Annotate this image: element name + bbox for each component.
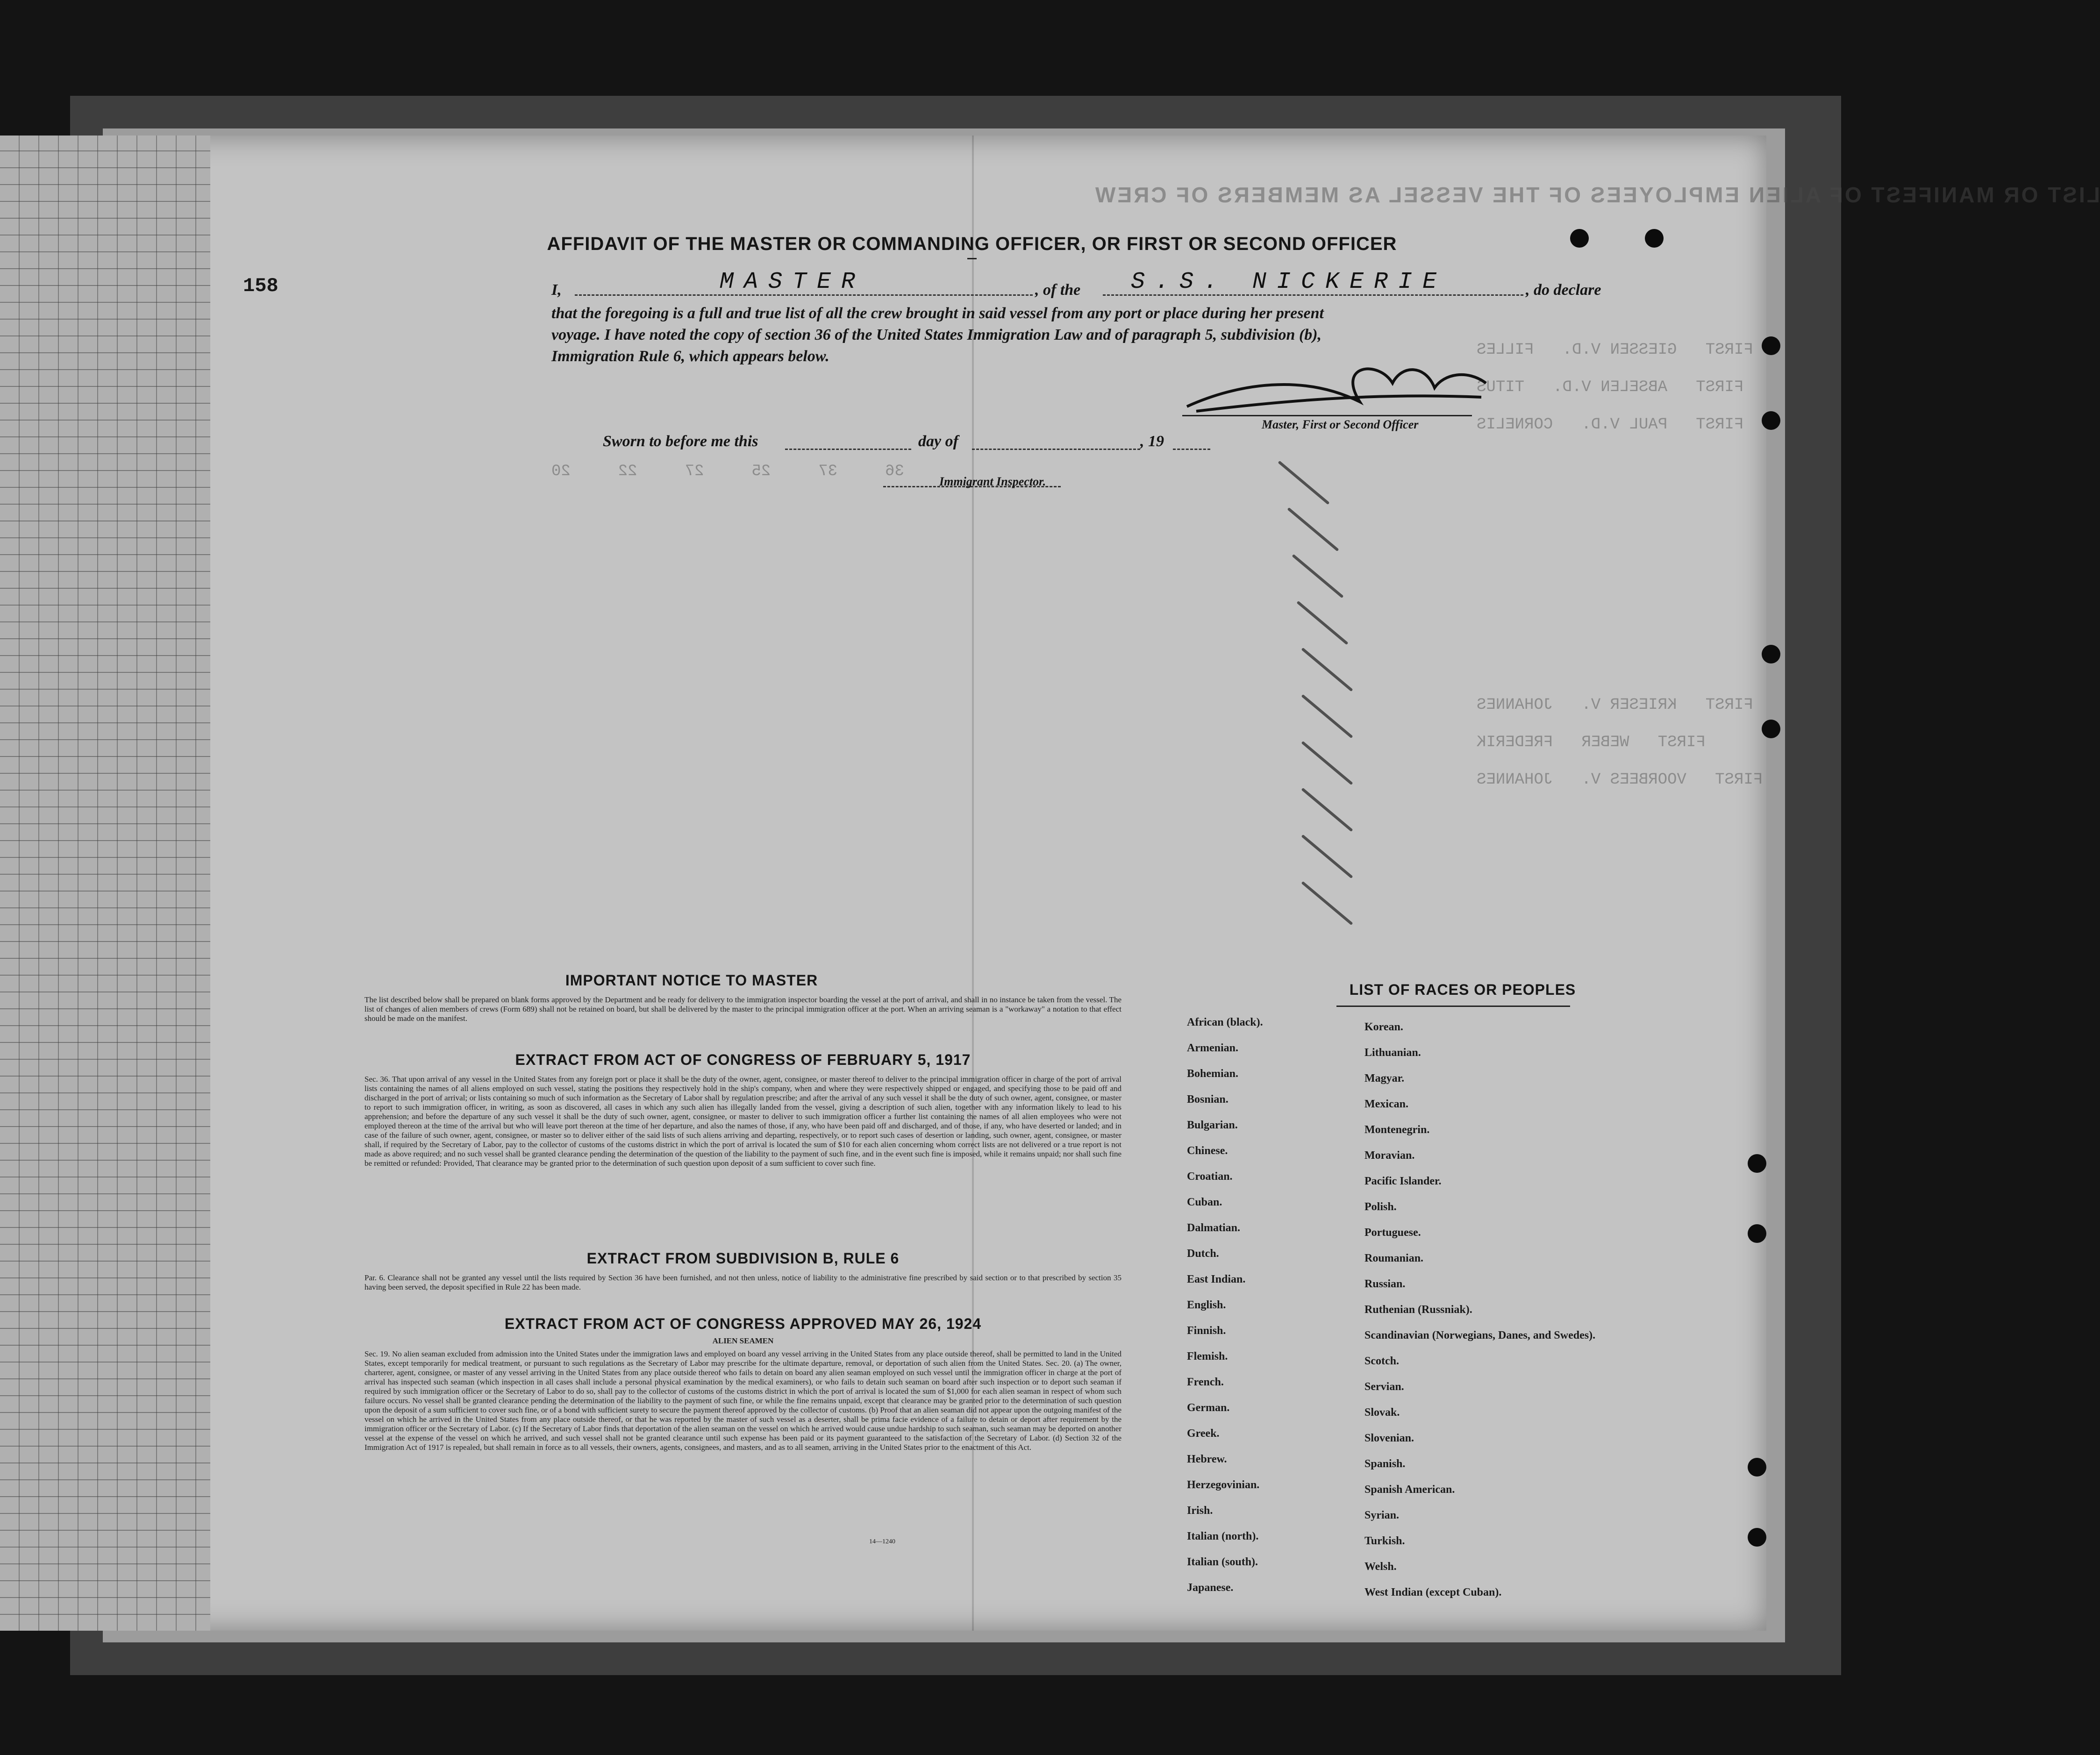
affidavit-i-label: I, bbox=[551, 281, 562, 299]
check-mark bbox=[1301, 741, 1353, 785]
master-signature bbox=[1182, 355, 1509, 421]
race-item: Croatian. bbox=[1187, 1170, 1233, 1183]
race-item: Korean. bbox=[1364, 1021, 1403, 1033]
declare-label: , do declare bbox=[1526, 281, 1601, 299]
race-item: Roumanian. bbox=[1364, 1252, 1424, 1264]
ghost-text: FIRST ABSELEN V.D. TITUS bbox=[1477, 378, 1744, 396]
race-item: Hebrew. bbox=[1187, 1453, 1227, 1465]
punch-hole bbox=[1570, 229, 1589, 248]
ghost-text: FIRST GIESSEN V.D. FILLES bbox=[1477, 341, 1753, 359]
race-item: Scandinavian (Norwegians, Danes, and Swedes). bbox=[1364, 1329, 1596, 1341]
races-right-column bbox=[1364, 1021, 1595, 1612]
race-item: Slovenian. bbox=[1364, 1432, 1414, 1444]
extract-rule6-body: Par. 6. Clearance shall not be granted any vessel until the lists required by Section 36 have been furnished, and not then unless, notice of liability to the administrative fine prescribed by said section or to that prescribed by section 35 having been served, the deposit specified in Rule 22 has been made. bbox=[364, 1273, 1121, 1291]
affidavit-line-2: that the foregoing is a full and true list of all the crew brought in said vessel from any port or place during her present bbox=[551, 305, 1324, 322]
signature-rule bbox=[1182, 415, 1472, 416]
race-item: Herzegovinian. bbox=[1187, 1479, 1260, 1491]
race-item: African (black). bbox=[1187, 1016, 1263, 1028]
check-mark bbox=[1301, 694, 1353, 739]
extract-1924-body: Sec. 19. No alien seaman excluded from admission into the United States under the immigration laws and employed on board any vessel arriving in the United States from any place outside thereof, shall be permitted to land in the United States, except temporarily for medical treatment, or pursuant to such regulations as the Secretary of Labor may prescribe for the ultimate departure, removal, or deportation of such alien from the United States. Sec. 20. (a) The owner, charterer, agent, consignee, or master of any vessel arriving in the United States from any place outside thereof who fails to detain on board any alien seaman employed on such vessel until the immigration officer in charge at the port of arrival has inspected such seaman (which inspection in all cases shall include a personal physical examination by the medical examiners), or who fails to detain such seaman on board after such inspection or to deport such seaman if required by such immigration officer or the Secretary of Labor to do so, shall pay to the collector of customs of the customs district in which the port of arrival is located the sum of $1,000 for each alien seaman in respect of whom such failure occurs. No vessel shall be granted clearance pending the determination of the liability to the payment of such fine, or while the fine remains unpaid, except that clearance may be granted prior to the determination of such question upon the deposit of a sum sufficient to cover such fine, or of a bond with sufficient surety to secure the payment thereof approved by the collector of customs. (b) Proof that an alien seaman did not appear upon the outgoing manifest of the vessel on which he arrived in the United States from any place outside thereof, or that he was reported by the master of such vessel as a deserter, shall be prima facie evidence of a failure to detain or deport after requirement by the immigration officer or the Secretary of Labor. (c) If the Secretary of Labor finds that deportation of the alien seaman on the vessel on which he arrived would cause undue hardship to such seaman, such seaman may be deported on another vessel at the expense of the vessel on which he arrived, and such vessel shall not be granted clearance until such expense has been paid or its payment guaranteed to the satisfaction of the Secretary of Labor. (d) Section 32 of the Immigration Act of 1917 is repealed, but shall remain in force as to all vessels, their owners, agents, consignees, and masters, and as to all seamen, arriving in the United States prior to the enactment of this Act. bbox=[364, 1349, 1121, 1452]
notice-title: IMPORTANT NOTICE TO MASTER bbox=[565, 972, 818, 989]
race-item: Ruthenian (Russniak). bbox=[1364, 1304, 1472, 1316]
race-item: Dalmatian. bbox=[1187, 1222, 1240, 1234]
officer-caption: Master, First or Second Officer bbox=[1262, 418, 1419, 431]
check-mark bbox=[1278, 461, 1329, 505]
race-item: Russian. bbox=[1364, 1278, 1406, 1290]
races-left-column bbox=[1187, 1016, 1263, 1607]
ghost-text: LIST OR MANIFEST OF ALIEN EMPLOYEES OF THE VESSEL AS MEMBERS OF CREW bbox=[1093, 183, 2100, 207]
race-item: Japanese. bbox=[1187, 1582, 1234, 1594]
punch-hole bbox=[1748, 1528, 1766, 1547]
race-item: Montenegrin. bbox=[1364, 1124, 1430, 1136]
extract-1917-title: EXTRACT FROM ACT OF CONGRESS OF FEBRUARY 5, 1917 bbox=[515, 1051, 971, 1068]
ghost-text: FIRST PAUL V.D. CORNELIS bbox=[1477, 416, 1744, 434]
punch-hole bbox=[1645, 229, 1664, 248]
check-mark bbox=[1287, 507, 1339, 552]
year-prefix: , 19 bbox=[1140, 433, 1164, 450]
race-item: Servian. bbox=[1364, 1381, 1404, 1393]
check-mark bbox=[1301, 835, 1353, 879]
punch-hole bbox=[1762, 645, 1780, 663]
document-page bbox=[178, 136, 2100, 1631]
check-mark bbox=[1292, 554, 1343, 599]
sworn-month-blank bbox=[972, 430, 1140, 450]
race-item: Bulgarian. bbox=[1187, 1119, 1238, 1131]
notice-body: The list described below shall be prepared on blank forms approved by the Department and be ready for delivery to the immigration inspector boarding the vessel at the port of arrival, and shall in no instance be taken from the vessel. The list of changes of alien members of crews (Form 689) shall not be retained on board, but shall be delivered by the master to the principal immigration officer at the port. When an arriving seaman is a "workaway" a notation to that effect should be made on the manifest. bbox=[364, 995, 1121, 1023]
race-item: West Indian (except Cuban). bbox=[1364, 1586, 1502, 1598]
race-item: Chinese. bbox=[1187, 1145, 1228, 1157]
race-item: Lithuanian. bbox=[1364, 1047, 1421, 1059]
of-the-label: , of the bbox=[1035, 281, 1081, 299]
race-item: Polish. bbox=[1364, 1201, 1397, 1213]
race-item: Italian (north). bbox=[1187, 1530, 1259, 1542]
race-item: Spanish American. bbox=[1364, 1484, 1455, 1496]
sworn-year-blank bbox=[1173, 430, 1210, 450]
check-mark bbox=[1301, 881, 1353, 926]
race-item: Welsh. bbox=[1364, 1561, 1397, 1573]
check-mark bbox=[1296, 601, 1348, 645]
ghost-text: FIRST KRIESER V. JOHANNES bbox=[1477, 696, 1753, 714]
race-item: Finnish. bbox=[1187, 1325, 1226, 1337]
race-item: Bohemian. bbox=[1187, 1068, 1239, 1080]
check-mark bbox=[1301, 648, 1353, 692]
sworn-day-blank bbox=[785, 430, 911, 450]
sworn-label: Sworn to before me this bbox=[603, 433, 758, 450]
punch-hole bbox=[1762, 411, 1780, 430]
race-item: Mexican. bbox=[1364, 1098, 1408, 1110]
race-item: Cuban. bbox=[1187, 1196, 1222, 1208]
race-item: Greek. bbox=[1187, 1427, 1220, 1440]
extract-rule6-title: EXTRACT FROM SUBDIVISION B, RULE 6 bbox=[586, 1250, 900, 1267]
race-item: German. bbox=[1187, 1402, 1230, 1414]
race-item: East Indian. bbox=[1187, 1273, 1246, 1285]
race-item: Pacific Islander. bbox=[1364, 1175, 1442, 1187]
punch-hole bbox=[1762, 336, 1780, 355]
race-item: Portuguese. bbox=[1364, 1227, 1421, 1239]
punch-hole bbox=[1748, 1458, 1766, 1477]
check-mark bbox=[1301, 788, 1353, 832]
margin-number: 158 bbox=[243, 275, 279, 297]
form-number: 14—1240 bbox=[869, 1538, 895, 1545]
race-item: Irish. bbox=[1187, 1505, 1213, 1517]
race-item: Scotch. bbox=[1364, 1355, 1399, 1367]
race-item: Armenian. bbox=[1187, 1042, 1238, 1054]
race-item: Bosnian. bbox=[1187, 1093, 1229, 1106]
ghost-text: FIRST WEBER FREDERIK bbox=[1477, 734, 1706, 751]
races-title-rule bbox=[1336, 1006, 1570, 1007]
race-item: Italian (south). bbox=[1187, 1556, 1258, 1568]
race-item: Magyar. bbox=[1364, 1072, 1405, 1084]
extract-1924-subtitle: ALIEN SEAMEN bbox=[712, 1336, 774, 1345]
affidavit-line-3: voyage. I have noted the copy of section 36 of the United States Immigration Law and of paragraph 5, subdivision (b), bbox=[551, 326, 1322, 343]
ghost-text: 36 37 25 27 22 20 bbox=[551, 463, 904, 480]
affidavit-line-4: Immigration Rule 6, which appears below. bbox=[551, 348, 829, 365]
race-item: English. bbox=[1187, 1299, 1226, 1311]
punch-hole bbox=[1748, 1154, 1766, 1173]
race-item: Moravian. bbox=[1364, 1149, 1415, 1162]
race-item: Flemish. bbox=[1187, 1350, 1228, 1363]
ghost-text: FIRST VOORBEES V. JOHANNES bbox=[1477, 771, 1763, 789]
race-item: Syrian. bbox=[1364, 1509, 1400, 1521]
heading-rule bbox=[967, 258, 977, 259]
race-item: Spanish. bbox=[1364, 1458, 1406, 1470]
extract-1917-body: Sec. 36. That upon arrival of any vessel in the United States from any foreign port or place it shall be the duty of the owner, agent, consignee, or master thereof to deliver to the principal immigration officer in charge of the port of arrival lists containing the names of all aliens employed on such vessel, stating the positions they respectively hold in the ship's company, when and where they were respectively shipped or engaged, and specifying those to be paid off and discharged in the port of arrival; or lists containing so much of such information as the Secretary of Labor shall by regulation prescribe; and after the arrival of any such vessel it shall be the duty of such owner, agent, consignee, or master to report to such immigration officer, in writing, as soon as discovered, all cases in which any such alien has illegally landed from the vessel, giving a description of such alien, together with any information likely to lead to his apprehension; and before the departure of any such vessel it shall be the duty of such owner, agent, consignee, or master to deliver to such immigration officer a further list containing the names of all alien employees who were not employed thereon at the time of the arrival but who will leave port thereon at the time of her departure, and also the names of those, if any, who have been paid off and discharged, and of those, if any, who have deserted or landed; and in case of the failure of such owner, agent, consignee, or master so to deliver either of the said lists of such aliens arriving and departing, respectively, or to report such cases of desertion or landing, such owner, agent, consignee, or master shall, if required by the Secretary of Labor, pay to the collector of customs of the customs district in which the port of arrival is located the sum of $10 for each alien concerning whom correct lists are not delivered or a true report is not made as above required; and no such vessel shall be granted clearance pending the determination of the question of the liability to the payment of such fine, and in the event such fine is imposed, while it remains unpaid; nor shall such fine be remitted or refunded: Provided, That clearance may be granted prior to the determination of such question upon deposit of a sum sufficient to cover such fine. bbox=[364, 1075, 1121, 1168]
races-title: LIST OF RACES OR PEOPLES bbox=[1349, 981, 1576, 998]
punch-hole bbox=[1748, 1224, 1766, 1243]
race-item: Turkish. bbox=[1364, 1535, 1405, 1547]
punch-hole bbox=[1762, 720, 1780, 738]
day-of-label: day of bbox=[918, 433, 958, 450]
race-item: French. bbox=[1187, 1376, 1224, 1388]
race-item: Slovak. bbox=[1364, 1406, 1400, 1419]
vessel-handwritten: S.S. NICKERIE bbox=[1131, 269, 1447, 295]
race-item: Dutch. bbox=[1187, 1248, 1219, 1260]
extract-1924-title: EXTRACT FROM ACT OF CONGRESS APPROVED MAY 26, 1924 bbox=[504, 1315, 982, 1332]
affidavit-heading: AFFIDAVIT OF THE MASTER OR COMMANDING OFFICER, OR FIRST OR SECOND OFFICER bbox=[547, 234, 1397, 254]
ledger-grid-edge bbox=[0, 136, 210, 1631]
inspector-caption: Immigrant Inspector. bbox=[939, 475, 1046, 488]
rank-handwritten: MASTER bbox=[720, 269, 866, 295]
